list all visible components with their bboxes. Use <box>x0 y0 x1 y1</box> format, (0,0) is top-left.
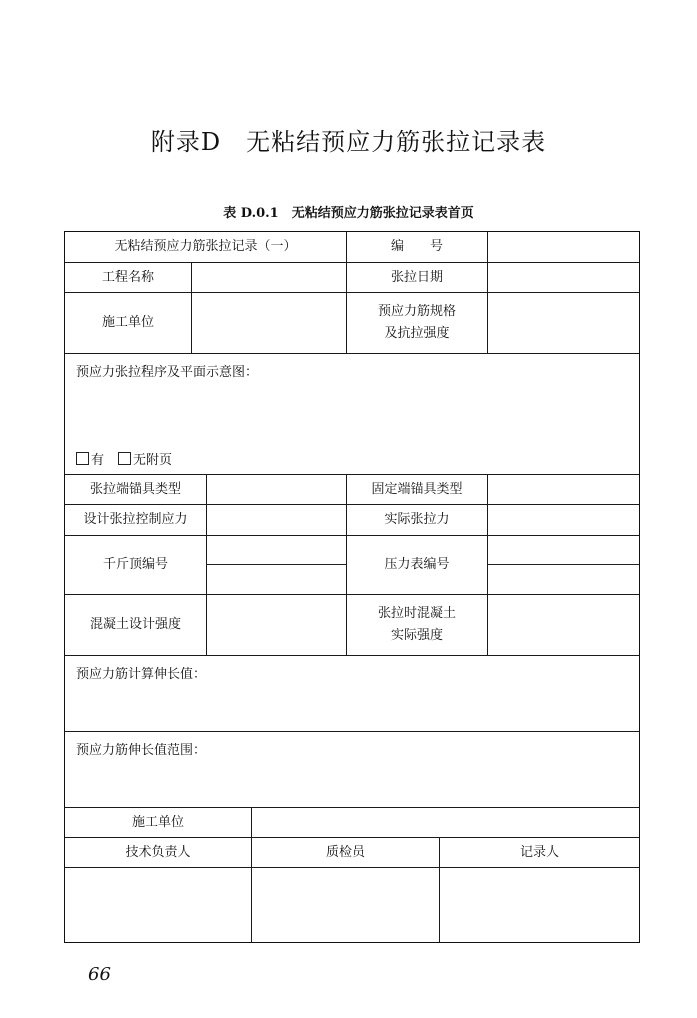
calc-elongation-label: 预应力筋计算伸长值： <box>76 667 207 682</box>
concrete-actual-line2: 实际强度 <box>390 628 443 643</box>
project-name-field[interactable] <box>191 262 347 293</box>
calc-elongation-section[interactable] <box>64 655 640 732</box>
page-title: 附录D 无粘结预应力筋张拉记录表 <box>150 128 547 156</box>
table-caption: 表 D.0.1 无粘结预应力筋张拉记录表首页 <box>223 206 474 221</box>
checkbox-yes[interactable] <box>76 452 89 465</box>
checkbox-no-attachment-label: 无附页 <box>133 453 173 468</box>
tension-anchor-label: 张拉端锚具类型 <box>64 474 207 505</box>
concrete-actual-line1: 张拉时混凝土 <box>377 606 456 621</box>
page-number: 66 <box>88 964 111 985</box>
elongation-range-label: 预应力筋伸长值范围： <box>76 743 207 758</box>
gauge-number-label: 压力表编号 <box>346 535 488 595</box>
jack-number-label: 千斤顶编号 <box>64 535 207 595</box>
jack-divider-line <box>206 564 347 565</box>
signoff-unit-field[interactable] <box>251 807 640 838</box>
project-name-label: 工程名称 <box>64 262 192 293</box>
checkbox-yes-label: 有 <box>91 453 105 468</box>
tech-lead-signature-field[interactable] <box>64 867 252 943</box>
number-label-cell: 编 号 <box>346 231 488 263</box>
quality-inspector-signature-field[interactable] <box>251 867 440 943</box>
attachment-checkboxes <box>76 449 172 468</box>
number-value-field[interactable] <box>487 231 640 263</box>
tension-anchor-field[interactable] <box>206 474 347 505</box>
procedure-label: 预应力张拉程序及平面示意图： <box>76 365 259 380</box>
record-title-cell: 无粘结预应力筋张拉记录（一） <box>64 231 347 263</box>
tendon-spec-label <box>346 292 488 354</box>
construction-unit-field[interactable] <box>191 292 347 354</box>
tendon-spec-line2: 及抗拉强度 <box>384 326 450 341</box>
fixed-anchor-label: 固定端锚具类型 <box>346 474 488 505</box>
checkbox-no-attachment[interactable] <box>118 452 131 465</box>
design-stress-field[interactable] <box>206 504 347 536</box>
fixed-anchor-field[interactable] <box>487 474 640 505</box>
design-stress-label: 设计张拉控制应力 <box>64 504 207 536</box>
signoff-unit-label: 施工单位 <box>64 807 252 838</box>
recorder-header: 记录人 <box>439 837 640 868</box>
tendon-spec-line1: 预应力筋规格 <box>377 304 456 319</box>
actual-force-field[interactable] <box>487 504 640 536</box>
concrete-actual-field[interactable] <box>487 594 640 656</box>
recorder-signature-field[interactable] <box>439 867 640 943</box>
tendon-spec-field[interactable] <box>487 292 640 354</box>
concrete-design-label: 混凝土设计强度 <box>64 594 207 656</box>
concrete-actual-label <box>346 594 488 656</box>
gauge-divider-line <box>487 564 640 565</box>
tension-date-field[interactable] <box>487 262 640 293</box>
actual-force-label: 实际张拉力 <box>346 504 488 536</box>
elongation-range-section[interactable] <box>64 731 640 808</box>
concrete-design-field[interactable] <box>206 594 347 656</box>
quality-inspector-header: 质检员 <box>251 837 440 868</box>
gauge-number-field[interactable] <box>487 535 640 595</box>
jack-number-field[interactable] <box>206 535 347 595</box>
tech-lead-header: 技术负责人 <box>64 837 252 868</box>
construction-unit-label: 施工单位 <box>64 292 192 354</box>
tension-date-label: 张拉日期 <box>346 262 488 293</box>
